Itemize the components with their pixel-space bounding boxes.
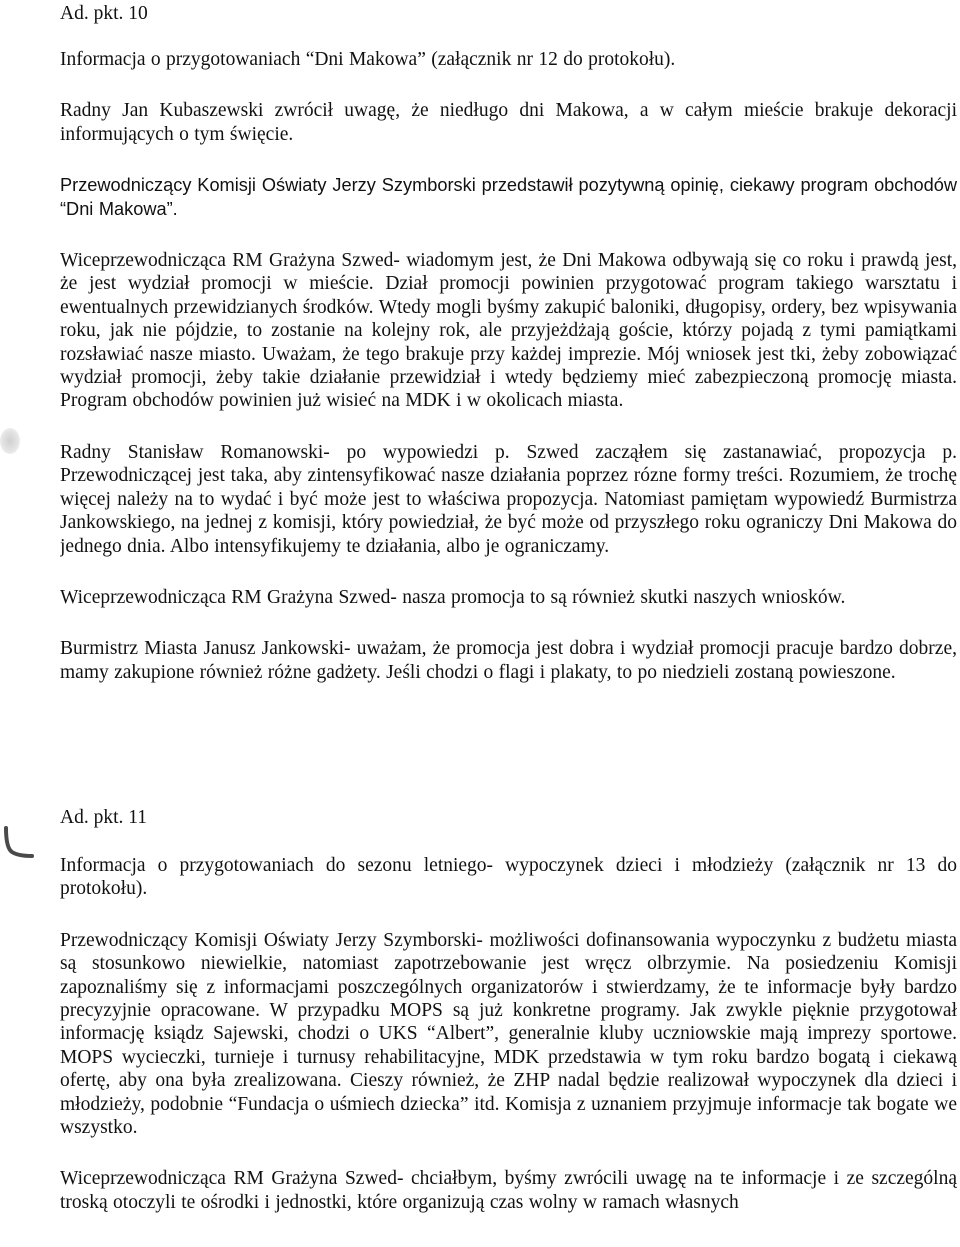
section-body-pkt-11 — [60, 854, 957, 1242]
paragraph-szymborski-opinion: Przewodniczący Komisji Oświaty Jerzy Szymborski przedstawił pozytywną opinię, ciekawy program obchodów “Dni Makowa”. — [60, 175, 957, 219]
paragraph-info-dni-makowa: Informacja o przygotowaniach “Dni Makowa” (załącznik nr 12 do protokołu). — [60, 49, 676, 70]
document-page — [60, 0, 957, 1247]
scan-artifact-dot — [0, 428, 20, 454]
paragraph-szwed-summer: Wiceprzewodnicząca RM Grażyna Szwed- chciałbym, byśmy zwrócili uwagę na te informacje i ze szczególną troską otoczyli te ośrodki i jednostki, które organizują czas wolny w ramach własnych — [60, 1168, 957, 1213]
paragraph-jankowski: Burmistrz Miasta Janusz Jankowski- uważam, że promocja jest dobra i wydział promocji pracuje bardzo dobrze, mamy zakupione również różne gadżety. Jeśli chodzi o flagi i plakaty, to po niedzieli zostaną powieszone. — [60, 638, 957, 683]
section-heading-pkt-11: Ad. pkt. 11 — [60, 807, 148, 828]
scan-artifact-hook — [2, 826, 34, 860]
paragraph-info-summer-season: Informacja o przygotowaniach do sezonu letniego- wypoczynek dzieci i młodzieży (załącznik nr 13 do protokołu). — [60, 855, 957, 900]
section-body-pkt-10 — [60, 48, 957, 712]
paragraph-romanowski: Radny Stanisław Romanowski- po wypowiedzi p. Szwed zacząłem się zastanawiać, propozycja p. Przewodniczącej jest taka, aby zintensyfikować nasze działania poprzez rózne formy treści. Rozumiem, że trochę więcej należy na to wydać i być może jest to właściwa propozycja. Natomiast pamiętam wypowiedź Burmistrza Jankowskiego, na jednej z komisji, który powiedział, że być może od przyszłego roku ograniczy Dni Makowa do jednego dnia. Albo intensyfikujemy te działania, albo je ograniczamy. — [60, 441, 957, 557]
paragraph-szymborski-summer: Przewodniczący Komisji Oświaty Jerzy Szymborski- możliwości dofinansowania wypoczynku z budżetu miasta są stosunkowo niewielkie, natomiast zapotrzebowanie jest wręcz olbrzymie. Na posiedzeniu Komisji zapoznaliśmy się z informacjami poszczególnych organizatorów i stwierdzamy, że te informacje były bardzo precyzyjnie opracowane. W przypadku MOPS są już konkretne programy. Jak zwykle pięknie przygotował informację ksiądz Sajewski, chodzi o UKS “Albert”, generalnie kluby uczniowskie mają imprezy sportowe. MOPS wycieczki, turnieje i turnusy rehabilitacyjne, MDK przedstawia w tym roku bardzo bogatą i ciekawą ofertę, aby ona była zrealizowana. Cieszy również, że ZHP nadal będzie realizował wypoczynek dla dzieci i młodzieży, podobnie “Fundacja o uśmiech dziecka” itd. Komisja z uznaniem przyjmuje informacje tak bogate we wszystko. — [60, 929, 957, 1139]
paragraph-szwed-reply: Wiceprzewodnicząca RM Grażyna Szwed- nasza promocja to są również skutki naszych wniosków. — [60, 586, 846, 608]
paragraph-szwed-promotion: Wiceprzewodnicząca RM Grażyna Szwed- wiadomym jest, że Dni Makowa odbywają się co roku i prawdą jest, że jest wydział promocji w mieście. Dział promocji powinien przygotować program takiego warsztatu i ewentualnych przewidzianych środków. Wtedy mogli byśmy zakupić baloniki, długopisy, ordery, bez wpisywania roku, jak nie pójdzie, to zostanie na kolejny rok, ale przyjeżdżają goście, którzy pojadą z tymi pamiątkami rozsławiać nasze miasto. Uważam, że tego brakuje przy każdej imprezie. Mój wniosek jest tki, żeby zobowiązać wydział promocji, żeby takie działanie przewidział i wtedy będziemy mieć zabezpieczoną promocję miasta. Program obchodów powinien już wisieć na MDK i w okolicach miasta. — [60, 250, 957, 412]
section-heading-pkt-10: Ad. pkt. 10 — [60, 3, 148, 24]
paragraph-kubaszewski: Radny Jan Kubaszewski zwrócił uwagę, że niedługo dni Makowa, a w całym mieście brakuje dekoracji informujących o tym święcie. — [60, 100, 957, 145]
